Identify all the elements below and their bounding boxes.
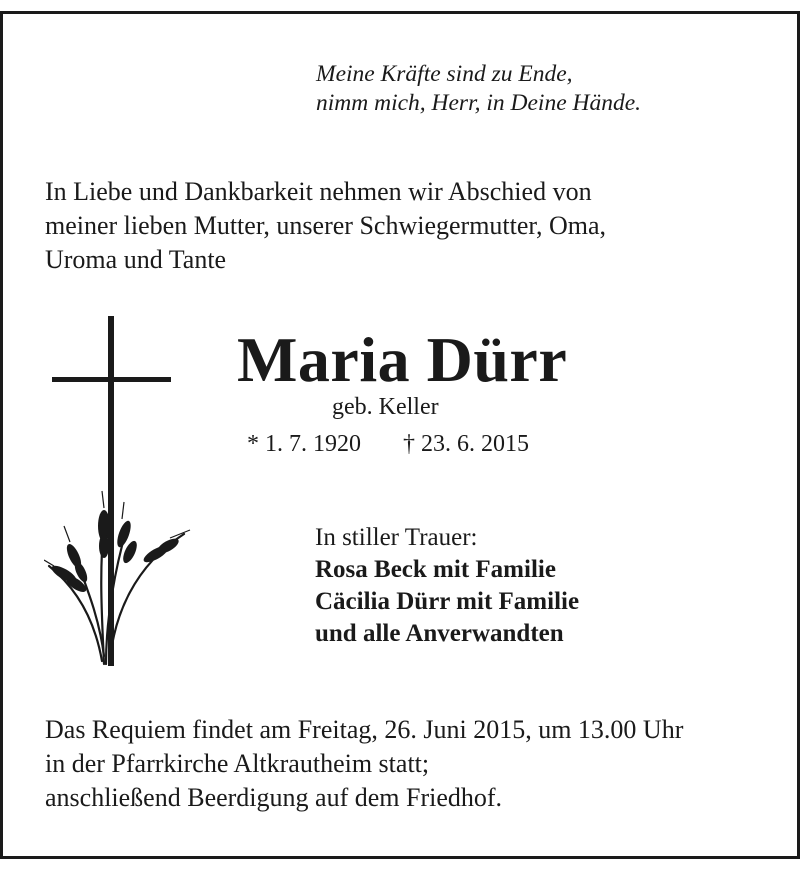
life-dates (247, 427, 529, 461)
mourners-label: In stiller Trauer: (315, 524, 478, 551)
mourners-block (315, 522, 579, 650)
motto-line: Meine Kräfte sind zu Ende, (316, 61, 573, 87)
intro-line: meiner lieben Mutter, unserer Schwiegermutter, Oma, (45, 211, 607, 240)
deceased-name: Maria Dürr (237, 324, 568, 395)
death-date: † 23. 6. 2015 (403, 431, 529, 457)
service-line: anschließend Beerdigung auf dem Friedhof. (45, 783, 503, 812)
mourner-name: Rosa Beck mit Familie (315, 556, 556, 583)
maiden-name: geb. Keller (332, 394, 439, 420)
intro-line: Uroma und Tante (45, 245, 227, 274)
motto-line: nimm mich, Herr, in Deine Hände. (316, 90, 642, 116)
mourner-name: Cäcilia Dürr mit Familie (315, 588, 580, 615)
birth-date: * 1. 7. 1920 (247, 431, 361, 457)
cross-with-wheat-icon (44, 316, 194, 671)
service-line: Das Requiem findet am Freitag, 26. Juni 2015, um 13.00 Uhr (45, 715, 684, 744)
mourner-name: und alle Anverwandten (315, 620, 564, 647)
motto-verse (316, 60, 641, 118)
service-info (45, 713, 765, 815)
intro-text (45, 175, 765, 277)
intro-line: In Liebe und Dankbarkeit nehmen wir Abschied von (45, 177, 592, 206)
service-line: in der Pfarrkirche Altkrautheim statt; (45, 749, 430, 778)
